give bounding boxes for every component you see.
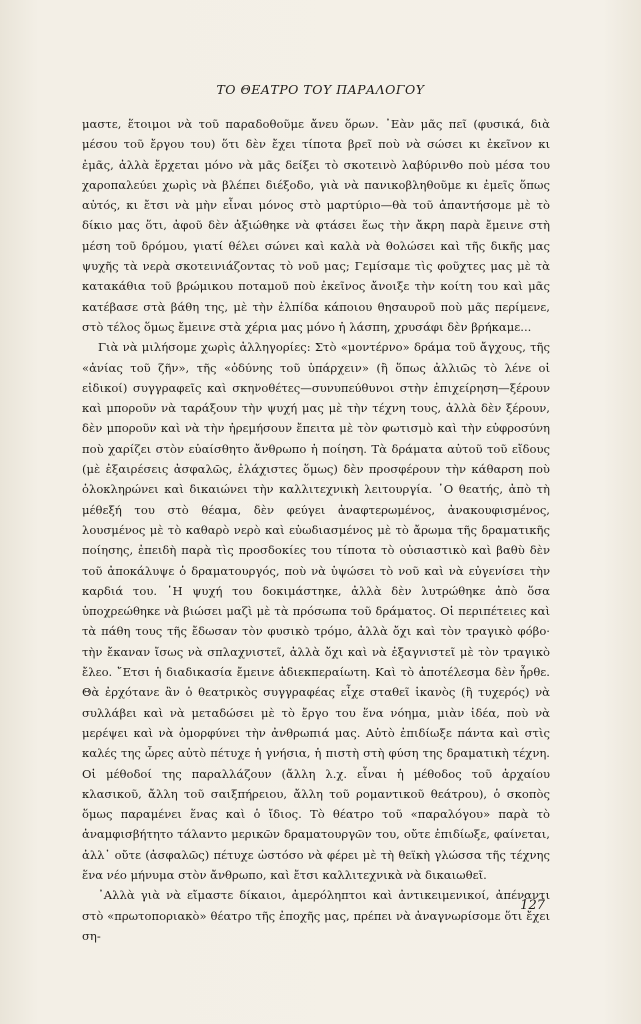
paragraph: μαστε, ἕτοιμοι νὰ τοῦ παραδοθοῦμε ἄνευ ὅρων. ᾽Εὰν μᾶς πεῖ (φυσικά, διὰ μέσου τοῦ ἔργου του) ὅτι δὲν ἔχει τίποτα βρεῖ ποὺ νὰ σώσει κι ἐκεῖνον κι ἐμᾶς, ἀλλὰ ἔρχεται μόνο νὰ μᾶς δείξει τὸ σκοτεινὸ λαβύρινθο ποὺ μέσα του χαροπαλεύει χωρὶς νὰ βλέπει διέξοδο, γιὰ νὰ πανικοβληθοῦμε κι ἐμεῖς ὅπως αὐτός, κι ἔτσι νὰ μὴν εἶναι μόνος στὸ μαρτύριο—θὰ τοῦ ἀπαντήσομε μὲ τὸ δίκιο μας ὅτι, ἀφοῦ δὲν ἀξιώθηκε νὰ φτάσει ἕως τὴν ἄκρη παρὰ ἔμεινε στὴ μέση τοῦ δρόμου, γιατί θέλει σώνει καὶ καλὰ νὰ θολώσει καὶ τῆς δικῆς μας ψυχῆς τὰ νερὰ σκοτεινιάζοντας τὸ νοῦ μας; Γεμίσαμε τὶς φοῦχτες μας μὲ τὰ κατακάθια τοῦ βρώμικου ποταμοῦ ποὺ ἐκεῖνος ἄνοιξε τὴν κοίτη του καὶ μᾶς κατέβασε στὰ βάθη της, μὲ τὴν ἐλπίδα κάποιου θησαυροῦ ποὺ μᾶς περίμενε, στὸ τέλος ὅμως ἔμεινε στὰ χέρια μας μόνο ἡ λάσπη, χρυσάφι δὲν βρήκαμε... bbox=[82, 117, 550, 334]
body-text bbox=[82, 114, 550, 946]
page-number: 127 bbox=[520, 898, 545, 913]
running-header: ΤΟ ΘΕΑΤΡΟ ΤΟΥ ΠΑΡΑΛΟΓΟΥ bbox=[216, 82, 425, 97]
paragraph: ᾽Αλλὰ γιὰ νὰ εἴμαστε δίκαιοι, ἀμερόληπτοι καὶ ἀντικειμενικοί, ἀπέναντι στὸ «πρωτοποριακὸ» θέατρο τῆς ἐποχῆς μας, πρέπει νὰ ἀναγνωρίσομε ὅτι ἔχει ση- bbox=[82, 888, 550, 943]
paragraph: Γιὰ νὰ μιλήσομε χωρὶς ἀλληγορίες: Στὸ «μοντέρνο» δράμα τοῦ ἄγχους, τῆς «ἀνίας τοῦ ζῆν», τῆς «ὀδύνης τοῦ ὑπάρχειν» (ἢ ὅπως ἀλλιῶς τὸ λένε οἱ εἰδικοί) συγγραφεῖς καὶ σκηνοθέτες—συνυπεύθυνοι στὴν ἐπιχείρηση—ξέρουν καὶ μποροῦν νὰ ταράξουν τὴν ψυχή μας μὲ τὴν τέχνη τους, ἀλλὰ δὲν ξέρουν, δὲν μποροῦν καὶ νὰ τὴν ἠρεμήσουν ἔπειτα μὲ τὸν φωτισμὸ καὶ τὴν εὐφροσύνη ποὺ χαρίζει στὸν εὐαίσθητο ἄνθρωπο ἡ ποίηση. Τὰ δράματα αὐτοῦ τοῦ εἴδους (μὲ ἐξαιρέσεις ἀσφαλῶς, ἐλάχιστες ὅμως) δὲν προσφέρουν τὴν κάθαρση ποὺ ὁλοκληρώνει καὶ δικαιώνει τὴν καλλιτεχνικὴ λειτουργία. ῾Ο θεατής, ἀπὸ τὴ μέθεξή του στὸ θέαμα, δὲν φεύγει ἀναφτερωμένος, ἀνακουφισμένος, λουσμένος μὲ τὸ καθαρὸ νερὸ καὶ εὐωδιασμένος μὲ τὸ ἄρωμα τῆς δραματικῆς ποίησης, ἐπειδὴ παρὰ τὶς προσδοκίες του τίποτα τὸ οὐσιαστικὸ καὶ βαθὺ δὲν τοῦ ἀποκάλυψε ὁ δραματουργός, ποὺ νὰ ὑψώσει τὸ νοῦ καὶ νὰ εὐγενίσει τὴν καρδιά του. ῾Η ψυχή του δοκιμάστηκε, ἀλλὰ δὲν λυτρώθηκε ἀπὸ ὅσα ὑποχρεώθηκε νὰ βιώσει μαζὶ μὲ τὰ πρόσωπα τοῦ δράματος. Οἱ περιπέτειες καὶ τὰ πάθη τους τῆς ἔδωσαν τὸν φυσικὸ τρόμο, ἀλλὰ ὄχι καὶ τὸν τραγικὸ φόβο· τὴν ἔκαναν ἴσως νὰ σπλαχνιστεῖ, ἀλλὰ ὄχι καὶ νὰ ἐξαγνιστεῖ μὲ τὸν τραγικὸ ἔλεο. ῎Ετσι ἡ διαδικασία ἔμεινε ἀδιεκπεραίωτη. Καὶ τὸ ἀποτέλεσμα δὲν ἦρθε. Θὰ ἐρχότανε ἂν ὁ θεατρικὸς συγγραφέας εἶχε σταθεῖ ἱκανὸς (ἢ τυχερός) νὰ συλλάβει καὶ νὰ μεταδώσει μὲ τὸ ἔργο του ἕνα νόημα, μιὰν ἰδέα, ποὺ νὰ μερέψει καὶ νὰ ὀμορφύνει τὴν ἀνθρωπιά μας. Αὐτὸ ἐπιδίωξε πάντα καὶ στὶς καλές της ὧρες αὐτὸ πέτυχε ἡ γνήσια, ἡ πιστὴ στὴ φύση της δραματικὴ τέχνη. Οἱ μέθοδοί της παραλλάζουν (ἄλλη λ.χ. εἶναι ἡ μέθοδος τοῦ ἀρχαίου κλασικοῦ, ἄλλη τοῦ σαιξπήρειου, ἄλλη τοῦ ρομαντικοῦ θεάτρου), ὁ σκοπὸς ὅμως παραμένει ἕνας καὶ ὁ ἴδιος. Τὸ θέατρο τοῦ «παραλόγου» παρὰ τὸ ἀναμφισβήτητο τάλαντο μερικῶν δραματουργῶν του, οὔτε ἐπιδίωξε, φαίνεται, ἀλλ᾽ οὔτε (ἀσφαλῶς) πέτυχε ὡστόσο νὰ φέρει μὲ τὴ θεϊκὴ γλώσσα τῆς τέχνης ἕνα νέο μήνυμα στὸν ἄνθρωπο, καὶ ἔτσι καλλιτεχνικὰ νὰ δικαιωθεῖ. bbox=[82, 340, 550, 882]
